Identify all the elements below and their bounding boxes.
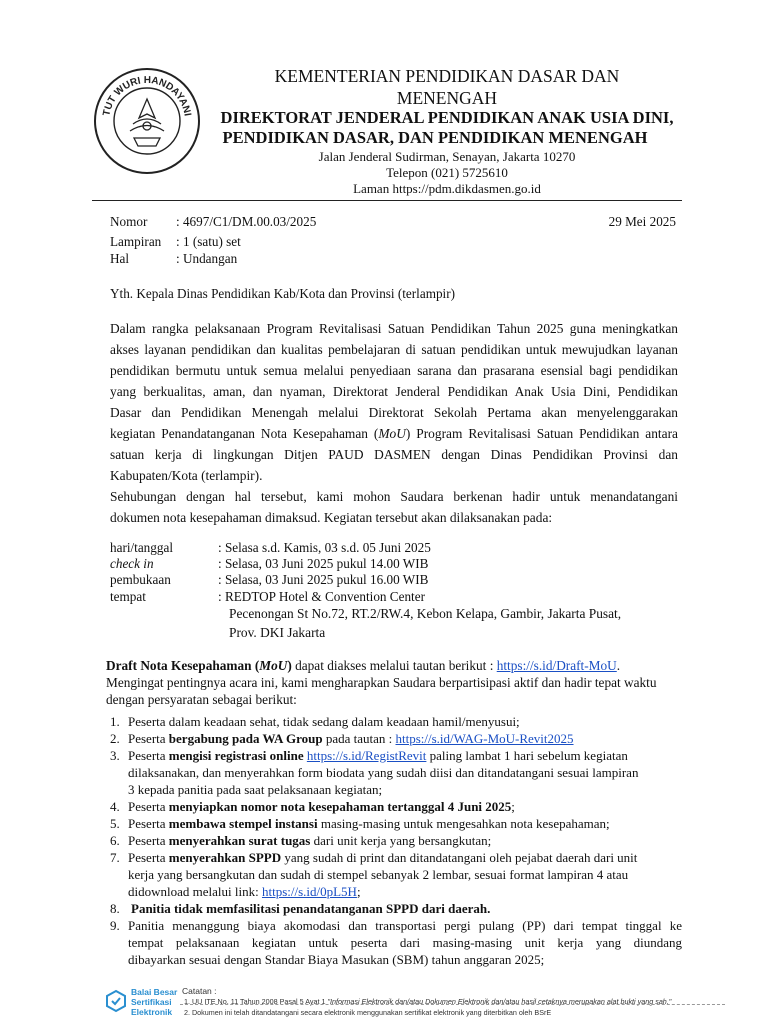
list-item xyxy=(110,747,682,798)
nomor-label: Nomor xyxy=(110,214,148,229)
list-item xyxy=(110,900,682,917)
wa-group-link[interactable]: https://s.id/WAG-MoU-Revit2025 xyxy=(395,731,574,746)
draft-text: dapat diakses melalui tautan berikut : xyxy=(291,658,497,673)
item-number: 8. xyxy=(110,901,120,916)
p1-line: satuan kerja di lingkungan Ditjen PAUD DASMEN dengan Dinas Pendidikan Provinsi dan xyxy=(110,447,678,462)
item-number: 1. xyxy=(110,714,120,729)
ministry-name-line2: MENENGAH xyxy=(396,88,498,108)
item-text: Peserta xyxy=(128,799,169,814)
hal-value: : Undangan xyxy=(176,251,238,266)
p1-line: Dasar dan Pendidikan Menengah melalui Direktorat Sekolah Pertama akan menyelenggarakan xyxy=(110,405,678,420)
recipient: Yth. Kepala Dinas Pendidikan Kab/Kota dan Provinsi (terlampir) xyxy=(110,286,455,301)
p1-line: yang berkualitas, aman, dan nyaman, Direktorat Jenderal Pendidikan Anak Usia Dini, Pendidikan xyxy=(110,384,678,399)
list-item xyxy=(110,917,682,968)
note-text: 1. UU ITE No. 11 Tahun 2008 Pasal 5 Ayat 1 xyxy=(184,997,328,1006)
p2-line: dokumen nota kesepahaman dimaksud. Kegiatan tersebut akan dilaksanakan pada: xyxy=(110,510,553,525)
footer-notes-heading: Catatan : xyxy=(182,986,217,996)
draft-line2: Mengingat pentingnya acara ini, kami mengharapkan Saudara berpartisipasi aktif dan hadir tepat waktu xyxy=(106,675,657,690)
p1-text: kegiatan Penandatanganan Nota Kesepahaman ( xyxy=(110,426,379,441)
directorate-name-line1: DIREKTORAT JENDERAL PENDIDIKAN ANAK USIA DINI, xyxy=(220,108,674,127)
schedule-value-opening: : Selasa, 03 Juni 2025 pukul 16.00 WIB xyxy=(218,572,429,587)
lampiran-label: Lampiran xyxy=(110,234,162,249)
draft-mou-link[interactable]: https://s.id/Draft-MoU xyxy=(496,658,617,673)
item-text: 3 kepada panitia pada saat pelaksanaan kegiatan; xyxy=(128,782,383,797)
bsre-emblem-icon xyxy=(104,989,128,1015)
schedule-label-checkin: check in xyxy=(110,556,154,571)
footer-note-2: 2. Dokumen ini telah ditandatangani secara elektronik menggunakan sertifikat elektronik yang diterbitkan oleh BSrE xyxy=(184,1008,552,1017)
item-number: 2. xyxy=(110,731,120,746)
item-text: yang sudah di print dan ditandatangani oleh pejabat daerah dari unit xyxy=(281,850,638,865)
draft-line1 xyxy=(106,657,682,674)
item-text: dibayarkan sesuai dengan Standar Biaya Masukan (SBM) tahun anggaran 2025; xyxy=(128,952,545,967)
p1-line: pendidikan bermutu untuk semua melalui penyediaan sarana dan prasarana esensial bagi pendidikan xyxy=(110,363,678,378)
item-number: 3. xyxy=(110,748,120,763)
logo-motto: TUT WURI HANDAYANI xyxy=(101,74,193,117)
venue-address-line2: Prov. DKI Jakarta xyxy=(229,625,326,640)
list-item xyxy=(110,849,682,900)
schedule-value-venue: : REDTOP Hotel & Convention Center xyxy=(218,589,425,604)
note-quote: "Informasi Elektronik dan/atau Dokumen Elektronik dan/atau hasil cetaknya merupakan alat bukti yang sah." xyxy=(327,997,672,1006)
venue-address-line1: Pecenongan St No.72, RT.2/RW.4, Kebon Kelapa, Gambir, Jakarta Pusat, xyxy=(229,606,622,621)
schedule-label-venue: tempat xyxy=(110,589,146,604)
item-text: Peserta xyxy=(128,816,169,831)
p1-line: akses layanan pendidikan dan kualitas pembelajaran di satuan pendidikan untuk mewujudkan layanan xyxy=(110,342,678,357)
item-text: paling lambat 1 hari sebelum kegiatan xyxy=(426,748,628,763)
draft-line3: dengan persyaratan sebagai berikut: xyxy=(106,692,297,707)
p2-line: Sehubungan dengan hal tersebut, kami mohon Saudara berkenan hadir untuk menandatangani xyxy=(110,489,678,504)
item-text: Peserta dalam keadaan sehat, tidak sedang dalam keadaan hamil/menyusui; xyxy=(128,714,520,729)
item-text: Peserta xyxy=(128,731,169,746)
draft-dot: . xyxy=(616,658,621,673)
body-paragraph-2 xyxy=(110,486,678,528)
list-item xyxy=(110,730,682,747)
header-address: Jalan Jenderal Sudirman, Senayan, Jakarta 10270 xyxy=(318,149,576,164)
registration-link[interactable]: https://s.id/RegistRevit xyxy=(306,748,427,763)
footer-divider xyxy=(180,1004,725,1005)
item-bold: mengisi registrasi online xyxy=(168,748,304,763)
lampiran-value: : 1 (satu) set xyxy=(176,234,241,249)
item-bold: menyerahkan surat tugas xyxy=(168,833,311,848)
requirements-list xyxy=(110,713,682,968)
item-number: 9. xyxy=(110,918,120,933)
header-website: Laman https://pdm.dikdasmen.go.id xyxy=(353,181,541,196)
item-number: 5. xyxy=(110,816,120,831)
bsre-line: Sertifikasi xyxy=(131,997,172,1007)
draft-section xyxy=(106,657,682,708)
draft-title: Draft Nota Kesepahaman (MoU) xyxy=(106,658,292,673)
item-text: didownload melalui link: xyxy=(128,884,262,899)
item-bold: membawa stempel instansi xyxy=(168,816,318,831)
item-text: dari unit kerja yang bersangkutan; xyxy=(310,833,492,848)
schedule-label-opening: pembukaan xyxy=(110,572,171,587)
item-text: masing-masing untuk mengesahkan nota kesepahaman; xyxy=(317,816,610,831)
item-bold: menyerahkan SPPD xyxy=(168,850,282,865)
directorate-name-line2: PENDIDIKAN DASAR, DAN PENDIDIKAN MENENGAH xyxy=(222,128,648,147)
sppd-format-link[interactable]: https://s.id/0pL5H xyxy=(261,884,357,899)
nomor-value: : 4697/C1/DM.00.03/2025 xyxy=(176,214,317,229)
p1-text: ) Program Revitalisasi Satuan Pendidikan antara xyxy=(405,426,678,441)
list-item xyxy=(110,832,682,849)
list-item xyxy=(110,713,682,730)
schedule-label-date: hari/tanggal xyxy=(110,540,173,555)
item-bold: bergabung pada WA Group xyxy=(168,731,323,746)
item-text: tempat pelaksanaan kegiatan untuk peserta dari masing-masing unit kerja yang diundang xyxy=(128,935,682,950)
list-item xyxy=(110,798,682,815)
p1-line: Dalam rangka pelaksanaan Program Revitalisasi Satuan Pendidikan Tahun 2025 guna meningkatkan xyxy=(110,321,678,336)
item-number: 7. xyxy=(110,850,120,865)
header-phone: Telepon (021) 5725610 xyxy=(386,165,508,180)
p1-line xyxy=(110,423,678,444)
item-text: pada tautan : xyxy=(322,731,396,746)
item-text: dilaksanakan, dan menyerahkan form biodata yang sudah diisi dan ditandatangani sesuai lampiran xyxy=(128,765,639,780)
list-item xyxy=(110,815,682,832)
item-text: ; xyxy=(511,799,515,814)
item-number: 4. xyxy=(110,799,120,814)
item-text: ; xyxy=(356,884,361,899)
item-text: Peserta xyxy=(128,850,169,865)
item-number: 6. xyxy=(110,833,120,848)
bsre-logo xyxy=(104,985,178,1019)
letter-date: 29 Mei 2025 xyxy=(608,214,676,229)
ministry-name-line1: KEMENTERIAN PENDIDIKAN DASAR DAN xyxy=(274,66,620,86)
p1-line: Kabupaten/Kota (terlampir). xyxy=(110,468,263,483)
item-text: Peserta xyxy=(128,833,169,848)
body-paragraph-1 xyxy=(110,318,678,486)
item-text: Peserta xyxy=(128,748,169,763)
p1-mou: MoU xyxy=(378,426,406,441)
item-text: Panitia menanggung biaya akomodasi dan transportasi pergi pulang (PP) dari tempat tinggal ke xyxy=(128,918,682,933)
tut-wuri-handayani-logo xyxy=(92,66,202,176)
item-bold: menyiapkan nomor nota kesepahaman tertanggal 4 Juni 2025 xyxy=(168,799,512,814)
bsre-name xyxy=(131,987,177,1017)
hal-label: Hal xyxy=(110,251,130,266)
header-divider xyxy=(92,200,682,201)
item-text: kerja yang bersangkutan dan sudah di stempel sebanyak 2 lembar, sesuai format lampiran 4 atau xyxy=(128,867,629,882)
schedule-value-checkin: : Selasa, 03 Juni 2025 pukul 14.00 WIB xyxy=(218,556,429,571)
bsre-line: Elektronik xyxy=(131,1007,173,1017)
bsre-line: Balai Besar xyxy=(131,987,178,997)
item-bold: Panitia tidak memfasilitasi penandatanganan SPPD dari daerah. xyxy=(131,901,491,916)
schedule-value-date: : Selasa s.d. Kamis, 03 s.d. 05 Juni 2025 xyxy=(218,540,431,555)
